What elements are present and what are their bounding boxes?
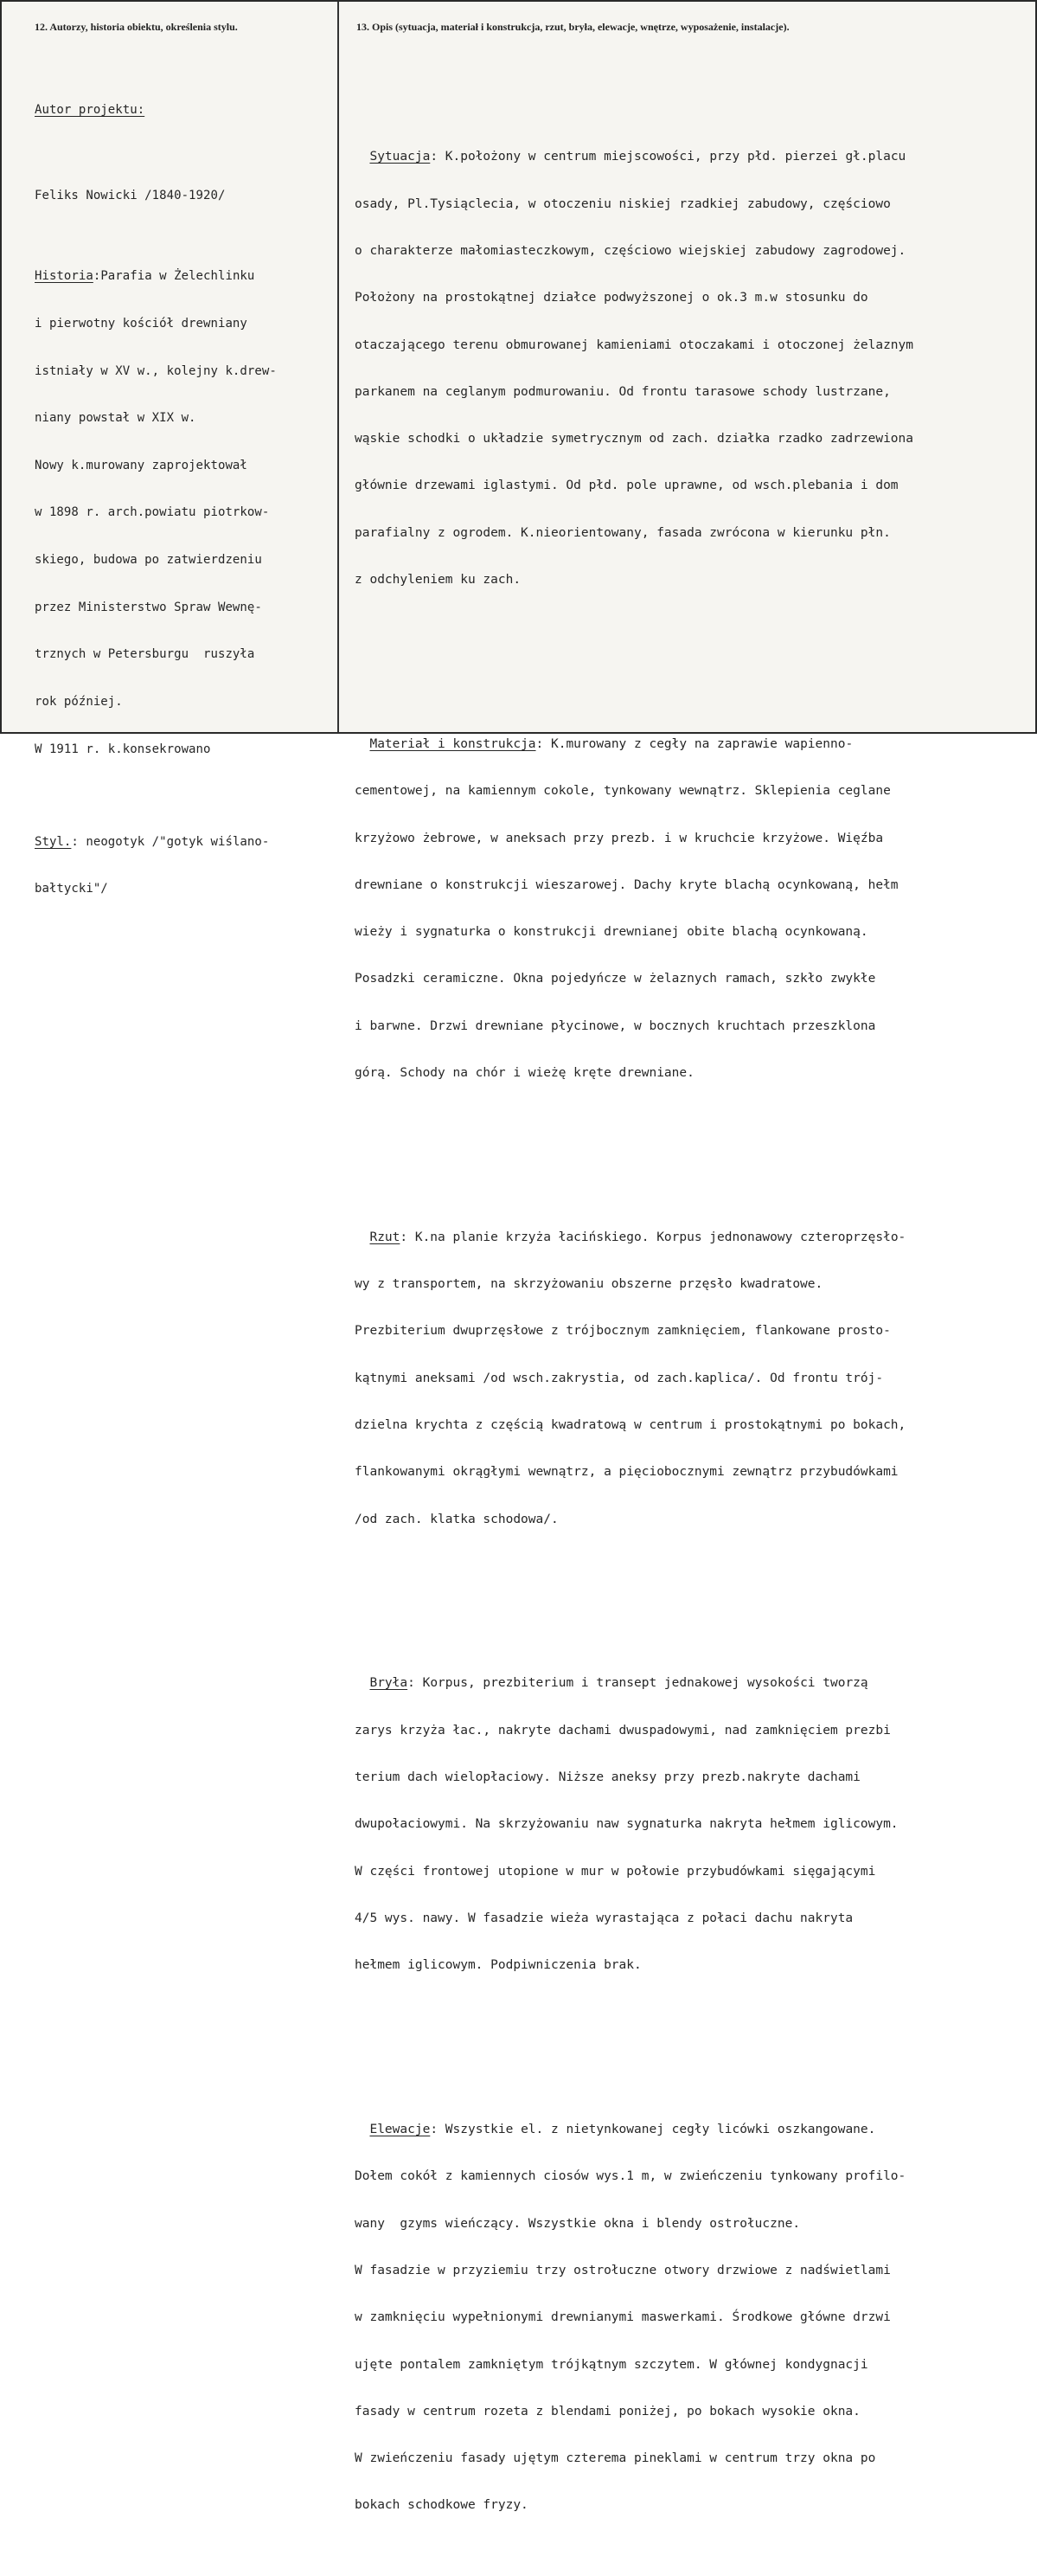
section-line: wąskie schodki o układzie symetrycznym od zach. działka rzadko zadrzewiona	[355, 432, 914, 446]
section-label: Rzut	[369, 1230, 400, 1244]
section-first-text: : Wszystkie el. z nietynkowanej cegły licówki oszkangowane.	[430, 2123, 876, 2137]
section-line: krzyżowo żebrowe, w aneksach przy prezb. i w kruchcie krzyżowe. Więźba	[355, 831, 884, 845]
section-first-line	[355, 1230, 1029, 1245]
section-line: 4/5 wys. nawy. W fasadzie wieża wyrastająca z połaci dachu nakryta	[355, 1911, 854, 1925]
section-line: Posadzki ceramiczne. Okna pojedyńcze w żelaznych ramach, szkło zwykłe	[355, 972, 876, 986]
style-first-line	[35, 834, 333, 850]
section-label: Materiał i konstrukcja	[369, 736, 536, 751]
history-line: skiego, budowa po zatwierdzeniu	[35, 553, 262, 568]
section-line: terium dach wielopłaciowy. Niższe aneksy przy prezb.nakryte dachami	[355, 1770, 861, 1785]
section-first-text: : K.na planie krzyża łacińskiego. Korpus jednonawowy czteroprzęsło-	[400, 1230, 906, 1244]
history-line: W 1911 r. k.konsekrowano	[35, 742, 211, 756]
section-line: dwupołaciowymi. Na skrzyżowaniu naw sygnaturka nakryta hełmem iglicowym.	[355, 1817, 899, 1832]
section-line: bokach schodkowe fryzy.	[355, 2498, 528, 2513]
section-line: W zwieńczeniu fasady ujętym czterema pineklami w centrum trzy okna po	[355, 2451, 876, 2466]
section-line: w zamknięciu wypełnionymi drewnianymi maswerkami. Środkowe główne drzwi	[355, 2310, 891, 2325]
section-first-text: : K.murowany z cegły na zaprawie wapienno-	[535, 736, 854, 751]
right-column-header: 13. Opis (sytuacja, materiał i konstrukcja, rzut, bryła, elewacje, wnętrze, wyposażenie, instalacje).	[356, 21, 790, 33]
section-situation	[355, 118, 1029, 619]
section-line: hełmem iglicowym. Podpiwniczenia brak.	[355, 1958, 642, 1973]
history-line: Nowy k.murowany zaprojektował	[35, 458, 247, 472]
history-first-line	[35, 268, 333, 284]
section-line: z odchyleniem ku zach.	[355, 573, 522, 587]
authors-history-column	[35, 71, 333, 928]
author-name: Feliks Nowicki /1840-1920/	[35, 189, 226, 203]
history-line: i pierwotny kościół drewniany	[35, 317, 247, 331]
section-label: Elewacje	[369, 2123, 431, 2137]
section-line: wany gzyms wieńczący. Wszystkie okna i blendy ostrołuczne.	[355, 2216, 801, 2231]
section-line: cementowej, na kamiennym cokole, tynkowany wewnątrz. Sklepienia ceglane	[355, 784, 891, 799]
section-first-line	[355, 1675, 1029, 1691]
history-line: niany powstał w XIX w.	[35, 411, 196, 426]
section-label: Bryła	[369, 1676, 408, 1691]
section-label: Sytuacja	[369, 150, 431, 164]
section-line: dzielna krychta z częścią kwadratową w centrum i prostokątnymi po bokach,	[355, 1417, 906, 1432]
section-first-text: : K.położony w centrum miejscowości, przy płd. pierzei gł.placu	[430, 150, 906, 164]
section-line: flankowanymi okrągłymi wewnątrz, a pięciobocznymi zewnątrz przybudówkami	[355, 1465, 899, 1480]
history-first-text: :Parafia w Żelechlinku	[93, 269, 255, 284]
section-first-text: : Korpus, prezbiterium i transept jednakowej wysokości tworzą	[407, 1676, 868, 1691]
section-line: parafialny z ogrodem. K.nieorientowany, fasada zwrócona w kierunku płn.	[355, 525, 891, 540]
section-line: parkanem na ceglanym podmurowaniu. Od frontu tarasowe schody lustrzane,	[355, 384, 891, 399]
section-elevations	[355, 2091, 1029, 2545]
section-first-line	[355, 2122, 1029, 2137]
section-line: Prezbiterium dwuprzęsłowe z trójbocznym zamknięciem, flankowane prosto-	[355, 1324, 891, 1339]
section-line: górą. Schody na chór i wieżę kręte drewniane.	[355, 1065, 695, 1080]
section-line: otaczającego terenu obmurowanej kamieniami otoczakami i otoczonej żelaznym	[355, 337, 914, 352]
style-line: bałtycki"/	[35, 882, 108, 896]
section-line: drewniane o konstrukcji wieszarowej. Dachy kryte blachą ocynkowaną, hełm	[355, 877, 899, 892]
style-label: Styl.	[35, 834, 72, 849]
section-material	[355, 705, 1029, 1112]
history-line: istniały w XV w., kolejny k.drew-	[35, 363, 277, 378]
section-line: ujęte pontalem zamkniętym trójkątnym szczytem. W głównej kondygnacji	[355, 2357, 868, 2372]
column-divider	[337, 2, 339, 732]
left-column-header: 12. Autorzy, historia obiektu, określenia stylu.	[35, 21, 238, 33]
section-first-line	[355, 736, 1029, 752]
section-line: fasady w centrum rozeta z blendami poniżej, po bokach wysokie okna.	[355, 2404, 861, 2419]
section-plan	[355, 1198, 1029, 1558]
style-first-text: : neogotyk /"gotyk wiślano-	[71, 834, 270, 849]
description-column	[355, 71, 1029, 2576]
section-line: osady, Pl.Tysiąclecia, w otoczeniu niskiej rzadkiej zabudowy, częściowo	[355, 196, 891, 211]
section-line: Położony na prostokątnej działce podwyższonej o ok.3 m.w stosunku do	[355, 291, 868, 305]
section-line: głównie drzewami iglastymi. Od płd. pole uprawne, od wsch.plebania i dom	[355, 479, 899, 493]
section-line: wieży i sygnaturka o konstrukcji drewnianej obite blachą ocynkowaną.	[355, 925, 868, 940]
section-line: Dołem cokół z kamiennych ciosów wys.1 m, w zwieńczeniu tynkowany profilo-	[355, 2169, 906, 2184]
section-massing	[355, 1644, 1029, 2004]
section-line: W fasadzie w przyziemiu trzy ostrołuczne otwory drzwiowe z nadświetlami	[355, 2263, 891, 2277]
history-line: rok później.	[35, 694, 123, 709]
history-line: w 1898 r. arch.powiatu piotrkow-	[35, 505, 270, 520]
history-line: przez Ministerstwo Spraw Wewnę-	[35, 600, 262, 614]
history-label: Historia	[35, 269, 93, 284]
history-line: trznych w Petersburgu ruszyła	[35, 647, 255, 662]
section-line: W części frontowej utopione w mur w połowie przybudówkami sięgającymi	[355, 1864, 876, 1879]
author-heading: Autor projektu:	[35, 103, 145, 118]
section-first-line	[355, 149, 1029, 164]
section-line: i barwne. Drzwi drewniane płycinowe, w bocznych kruchtach przeszklona	[355, 1018, 876, 1033]
section-line: o charakterze małomiasteczkowym, częściowo wiejskiej zabudowy zagrodowej.	[355, 244, 906, 259]
section-line: /od zach. klatka schodowa/.	[355, 1512, 559, 1526]
section-line: zarys krzyża łac., nakryte dachami dwuspadowymi, nad zamknięciem prezbi	[355, 1723, 891, 1738]
section-line: wy z transportem, na skrzyżowaniu obszerne przęsło kwadratowe.	[355, 1277, 823, 1292]
section-line: kątnymi aneksami /od wsch.zakrystia, od zach.kaplica/. Od frontu trój-	[355, 1371, 884, 1385]
